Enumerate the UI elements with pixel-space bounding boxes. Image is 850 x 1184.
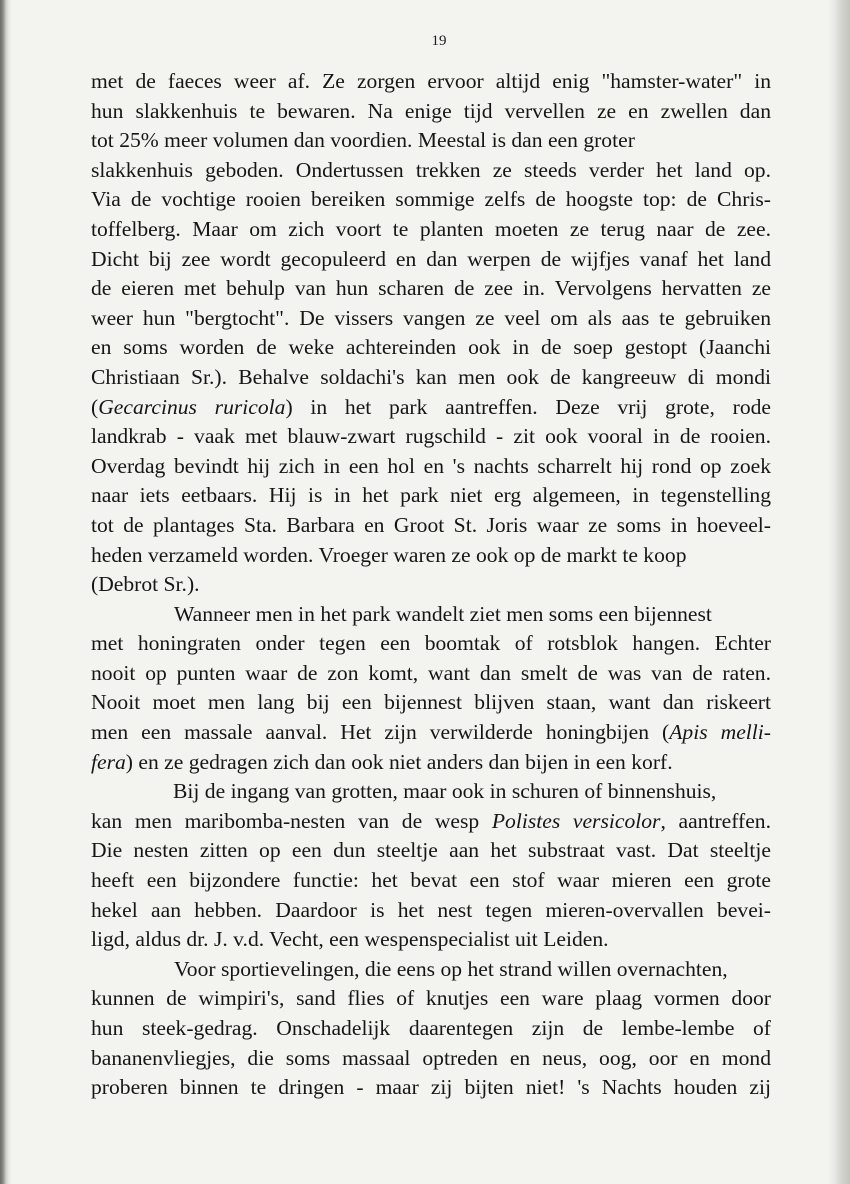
text-line: met de faeces weer af. Ze zorgen ervoor altijd enig "hamster-water" in <box>91 69 771 93</box>
text-line: Nooit moet men lang bij een bijennest blijven staan, want dan riskeert <box>91 690 771 715</box>
text-line: en soms worden de weke achtereinden ook in de soep gestopt (Jaanchi <box>91 335 771 360</box>
text-line: tot de plantages Sta. Barbara en Groot St. Joris waar ze soms in hoeveel- <box>91 512 771 537</box>
text-line: Via de vochtige rooien bereiken sommige zelfs de hoogste top: de Chris- <box>91 187 771 212</box>
text-line: Bij de ingang van grotten, maar ook in schuren of binnenshuis, <box>173 779 717 804</box>
species-name: fera <box>91 749 126 774</box>
text-line: Voor sportievelingen, die eens op het strand willen overnachten, <box>174 956 728 981</box>
text-line: tot 25% meer volumen dan voordien. Meestal is dan een groter <box>91 128 635 153</box>
text-line: nooit op punten waar de zon komt, want dan smelt de was van de raten. <box>91 660 771 685</box>
text-line: met honingraten onder tegen een boomtak of rotsblok hangen. Echter <box>91 631 771 656</box>
page-number: 19 <box>431 33 447 49</box>
page-edge-shadow <box>828 0 850 1184</box>
text-line: kan men maribomba-nesten van de wesp Polistes versicolor, aantreffen. <box>91 808 771 833</box>
text-line: hekel aan hebben. Daardoor is het nest tegen mieren-overvallen bevei- <box>91 897 771 922</box>
text-line: fera) en ze gedragen zich dan ook niet anders dan bijen in een korf. <box>91 749 673 774</box>
species-name: Polistes versicolor <box>491 808 661 833</box>
text-line: Dicht bij zee wordt gecopuleerd en dan werpen de wijfjes vanaf het land <box>91 246 771 271</box>
text-line: naar iets eetbaars. Hij is in het park niet erg algemeen, in tegenstelling <box>91 483 771 508</box>
text-line: weer hun "bergtocht". De vissers vangen ze veel om als aas te gebruiken <box>91 305 771 330</box>
text-line: Wanneer men in het park wandelt ziet men soms een bijennest <box>174 601 712 626</box>
text-line: slakkenhuis geboden. Ondertussen trekken ze steeds verder het land op. <box>91 157 771 182</box>
text-line: proberen binnen te dringen - maar zij bijten niet! 's Nachts houden zij <box>91 1075 771 1100</box>
text-line: hun slakkenhuis te bewaren. Na enige tijd vervellen ze en zwellen dan <box>91 98 771 123</box>
text-line: men een massale aanval. Het zijn verwilderde honingbijen (Apis melli- <box>91 720 771 745</box>
species-name: Gecarcinus ruricola <box>98 394 286 419</box>
text-line: kunnen de wimpiri's, sand flies of knutjes een ware plaag vormen door <box>91 986 771 1011</box>
body-text <box>91 67 771 1103</box>
text-line: landkrab - vaak met blauw-zwart rugschild - zit ook vooral in de rooien. <box>91 424 771 449</box>
text-line: toffelberg. Maar om zich voort te planten moeten ze terug naar de zee. <box>91 216 771 241</box>
text-line: Christiaan Sr.). Behalve soldachi's kan men ook de kangreeuw di mondi <box>91 364 771 389</box>
text-line: hun steek-gedrag. Onschadelijk daarentegen zijn de lembe-lembe of <box>91 1016 771 1040</box>
binding-shadow <box>0 0 12 1184</box>
text-line: Die nesten zitten op een dun steeltje aan het substraat vast. Dat steeltje <box>91 838 771 863</box>
text-line: de eieren met behulp van hun scharen de zee in. Vervolgens hervatten ze <box>91 276 771 301</box>
text-line: bananenvliegjes, die soms massaal optreden en neus, oog, oor en mond <box>91 1045 771 1070</box>
text-line: heeft een bijzondere functie: het bevat een stof waar mieren een grote <box>91 868 771 893</box>
text-line: Overdag bevindt hij zich in een hol en 's nachts scharrelt hij rond op zoek <box>91 453 771 478</box>
text-line: ligd, aldus dr. J. v.d. Vecht, een wespenspecialist uit Leiden. <box>91 927 609 952</box>
text-line: (Debrot Sr.). <box>91 572 200 597</box>
text-line: (Gecarcinus ruricola) in het park aantreffen. Deze vrij grote, rode <box>91 394 772 419</box>
species-name: Apis melli- <box>669 720 771 745</box>
text-line: heden verzameld worden. Vroeger waren ze ook op de markt te koop <box>91 542 687 567</box>
